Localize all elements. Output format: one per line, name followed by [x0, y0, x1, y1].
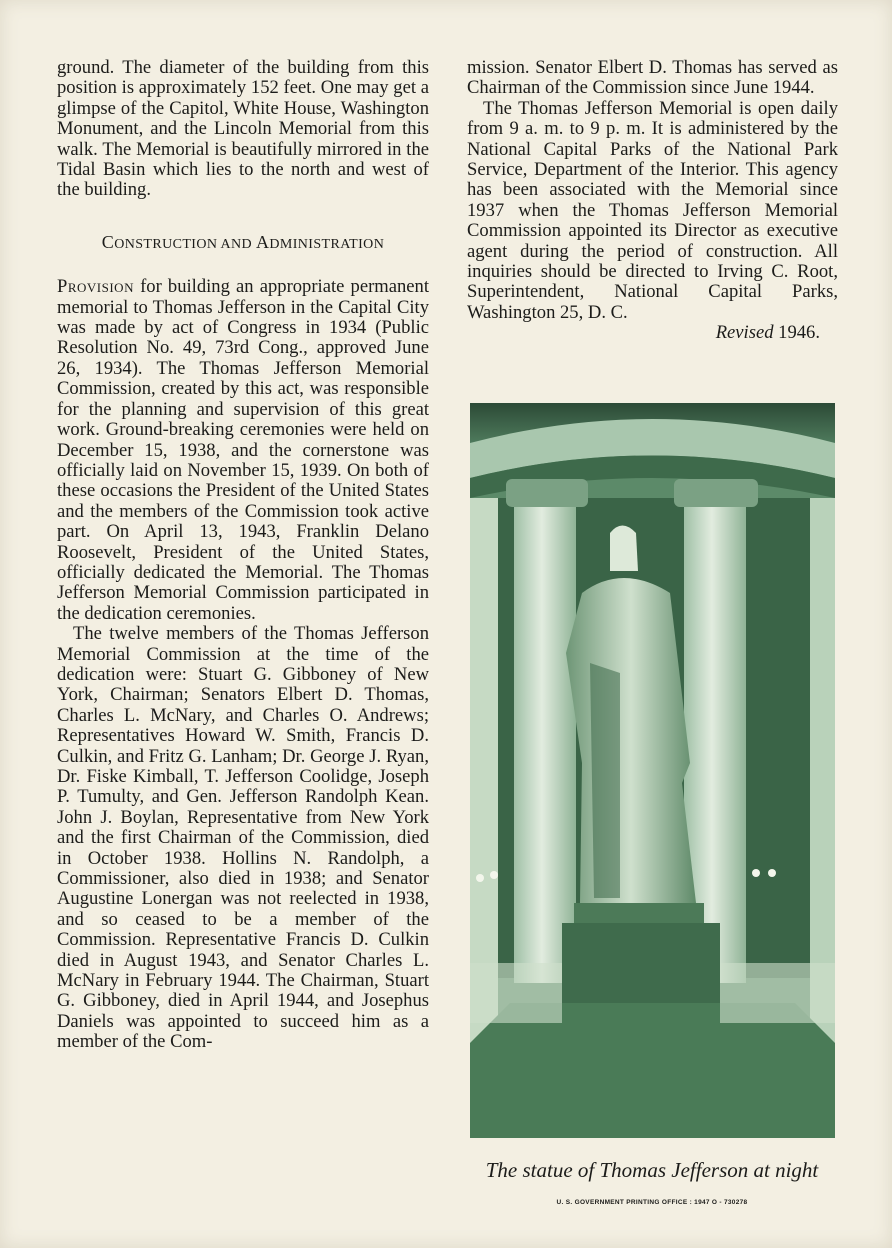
pedestal-steps: [470, 1003, 835, 1138]
floor-light-right: [720, 963, 835, 1023]
lamp-light: [752, 869, 760, 877]
statue-illustration: [470, 403, 835, 1138]
lead-word-provision: Provision: [57, 276, 134, 298]
right-capital: [674, 479, 758, 507]
heading-part-2: DMINISTRATION: [269, 236, 385, 252]
statue-coat-shadow: [590, 663, 620, 898]
revised-date: [467, 323, 838, 343]
paragraph-chairman: mission. Senator Elbert D. Thomas has served as Chairman of the Commission since June 1944.: [467, 57, 838, 99]
paragraph-walk-description: ground. The diameter of the building from this position is approximately 152 feet. One may get a glimpse of the Capitol, White House, Washington Monument, and the Lincoln Memorial from this walk. The Memorial is beautifully mirrored in the Tidal Basin which lies to the north and west of the building.: [57, 57, 429, 201]
left-column: [514, 503, 576, 983]
heading-part-1: ONSTRUCTION AND: [114, 236, 256, 252]
left-text-column: [57, 58, 429, 1053]
right-text-column: [467, 58, 838, 344]
floor-light-left: [470, 963, 562, 1023]
statue-photograph: [470, 403, 835, 1138]
paragraph-hours-administration: The Thomas Jefferson Memorial is open daily from 9 a. m. to 9 p. m. It is administered by the National Capital Parks of the National Park Service, Department of the Interior. This agency has been associated with the Memorial since 1937 when the Thomas Jefferson Memorial Commission appointed its Director as executive agent during the period of construction. All inquiries should be directed to Irving C. Root, Superintendent, National Capital Parks, Washington 25, D. C.: [467, 97, 838, 323]
paragraph-provision-text: for building an appropriate permanent memorial to Thomas Jefferson in the Capital City was made by act of Congress in 1934 (Public Resolution No. 49, 73rd Cong., approved June 26, 1934). The Thomas Jefferson Memorial Commission, created by this act, was responsible for the planning and supervision of this great work. Ground-breaking ceremonies were held on December 15, 1938, and the cornerstone was officially laid on November 15, 1939. On both of these occasions the President of the United States and the members of the Commission took active part. On April 13, 1943, Franklin Delano Roosevelt, President of the United States, officially dedicated the Memorial. The Thomas Jefferson Memorial Commission participated in the dedication ceremonies.: [57, 276, 429, 624]
revised-year: 1946.: [773, 322, 820, 344]
lamp-light: [768, 869, 776, 877]
left-capital: [506, 479, 588, 507]
statue-head: [610, 526, 638, 572]
lamp-light: [490, 871, 498, 879]
heading-initial-c: C: [101, 231, 115, 252]
printing-office-imprint: U. S. GOVERNMENT PRINTING OFFICE : 1947 O - 730278: [556, 1199, 748, 1206]
statue-base: [574, 903, 704, 923]
paragraph-commission-members: The twelve members of the Thomas Jefferson Memorial Commission at the time of the dedication were: Stuart G. Gibboney of New York, Chairman; Senators Elbert D. Thomas, Charles L. McNary, and Charles O. Andrews; Representatives Howard W. Smith, Francis D. Culkin, and Fritz G. Lanham; Dr. George J. Ryan, Dr. Fiske Kimball, T. Jefferson Coolidge, Joseph P. Tumulty, and Gen. Jefferson Randolph Kean. John J. Boylan, Representative from New York and the first Chairman of the Commission, died in October 1938. Hollins N. Randolph, a Commissioner, also died in 1938; and Senator Augustine Lonergan was not reelected in 1938, and so ceased to be a member of the Commission. Representative Francis D. Culkin died in August 1943, and Senator Charles L. McNary in February 1944. The Chairman, Stuart G. Gibboney, died in April 1944, and Josephus Daniels was appointed to succeed him as a member of the Com-: [57, 623, 429, 1053]
photo-caption: The statue of Thomas Jefferson at night: [485, 1158, 819, 1182]
heading-initial-a: A: [255, 231, 270, 252]
pedestal: [562, 923, 720, 1003]
section-heading-construction: [57, 232, 429, 255]
revised-word: Revised: [715, 322, 774, 344]
paragraph-provision: [57, 277, 429, 624]
lamp-light: [476, 874, 484, 882]
